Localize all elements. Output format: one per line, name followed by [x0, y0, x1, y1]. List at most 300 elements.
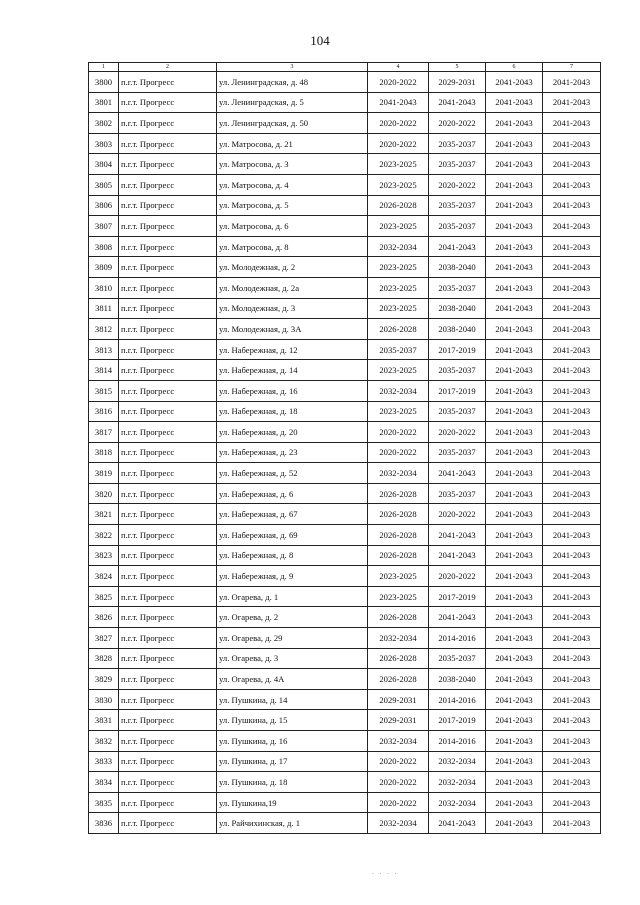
address-cell: ул. Огарева, д. 3 [217, 648, 368, 669]
address-cell: ул. Набережная, д. 18 [217, 401, 368, 422]
settlement-cell: п.г.т. Прогресс [119, 195, 217, 216]
period-col4-cell: 2023-2025 [368, 401, 429, 422]
table-row [89, 195, 601, 216]
settlement-cell: п.г.т. Прогресс [119, 133, 217, 154]
row-number-cell: 3807 [89, 216, 119, 237]
table-row [89, 174, 601, 195]
period-col7-cell: 2041-2043 [543, 339, 601, 360]
table-row [89, 731, 601, 752]
table-row [89, 648, 601, 669]
period-col5-cell: 2041-2043 [429, 813, 486, 834]
period-col7-cell: 2041-2043 [543, 483, 601, 504]
period-col5-cell: 2035-2037 [429, 195, 486, 216]
period-col7-cell: 2041-2043 [543, 710, 601, 731]
period-col7-cell: 2041-2043 [543, 401, 601, 422]
period-col5-cell: 2017-2019 [429, 586, 486, 607]
period-col5-cell: 2035-2037 [429, 216, 486, 237]
period-col4-cell: 2020-2022 [368, 113, 429, 134]
period-col5-cell: 2014-2016 [429, 628, 486, 649]
period-col6-cell: 2041-2043 [486, 813, 543, 834]
period-col6-cell: 2041-2043 [486, 195, 543, 216]
column-number-header-row [89, 63, 601, 72]
period-col4-cell: 2026-2028 [368, 319, 429, 340]
address-cell: ул. Молодежная, д. 2а [217, 277, 368, 298]
period-col6-cell: 2041-2043 [486, 772, 543, 793]
period-col7-cell: 2041-2043 [543, 751, 601, 772]
period-col7-cell: 2041-2043 [543, 360, 601, 381]
address-cell: ул. Пушкина, д. 14 [217, 689, 368, 710]
settlement-cell: п.г.т. Прогресс [119, 566, 217, 587]
period-col7-cell: 2041-2043 [543, 92, 601, 113]
period-col5-cell: 2035-2037 [429, 133, 486, 154]
table-row [89, 689, 601, 710]
table-row [89, 216, 601, 237]
table-row [89, 92, 601, 113]
table-row [89, 586, 601, 607]
column-number: 3 [217, 63, 368, 72]
address-cell: ул. Матросова, д. 6 [217, 216, 368, 237]
period-col4-cell: 2023-2025 [368, 586, 429, 607]
period-col6-cell: 2041-2043 [486, 339, 543, 360]
period-col4-cell: 2026-2028 [368, 483, 429, 504]
settlement-cell: п.г.т. Прогресс [119, 792, 217, 813]
settlement-cell: п.г.т. Прогресс [119, 154, 217, 175]
table-row [89, 339, 601, 360]
period-col5-cell: 2020-2022 [429, 422, 486, 443]
settlement-cell: п.г.т. Прогресс [119, 751, 217, 772]
address-cell: ул. Ленинградская, д. 5 [217, 92, 368, 113]
period-col7-cell: 2041-2043 [543, 607, 601, 628]
row-number-cell: 3834 [89, 772, 119, 793]
row-number-cell: 3802 [89, 113, 119, 134]
period-col4-cell: 2026-2028 [368, 195, 429, 216]
page-number: 104 [310, 33, 330, 48]
settlement-cell: п.г.т. Прогресс [119, 422, 217, 443]
period-col4-cell: 2032-2034 [368, 236, 429, 257]
settlement-cell: п.г.т. Прогресс [119, 442, 217, 463]
address-cell: ул. Набережная, д. 69 [217, 525, 368, 546]
period-col4-cell: 2026-2028 [368, 648, 429, 669]
period-col7-cell: 2041-2043 [543, 319, 601, 340]
period-col6-cell: 2041-2043 [486, 628, 543, 649]
period-col5-cell: 2038-2040 [429, 298, 486, 319]
period-col4-cell: 2032-2034 [368, 628, 429, 649]
period-col4-cell: 2032-2034 [368, 463, 429, 484]
table-row [89, 401, 601, 422]
period-col4-cell: 2020-2022 [368, 792, 429, 813]
period-col4-cell: 2020-2022 [368, 772, 429, 793]
settlement-cell: п.г.т. Прогресс [119, 607, 217, 628]
settlement-cell: п.г.т. Прогресс [119, 277, 217, 298]
period-col5-cell: 2014-2016 [429, 689, 486, 710]
row-number-cell: 3835 [89, 792, 119, 813]
period-col7-cell: 2041-2043 [543, 772, 601, 793]
period-col5-cell: 2029-2031 [429, 72, 486, 93]
table-row [89, 360, 601, 381]
period-col4-cell: 2020-2022 [368, 422, 429, 443]
period-col4-cell: 2023-2025 [368, 216, 429, 237]
address-cell: ул. Огарева, д. 4А [217, 669, 368, 690]
table-row [89, 710, 601, 731]
settlement-cell: п.г.т. Прогресс [119, 380, 217, 401]
period-col7-cell: 2041-2043 [543, 525, 601, 546]
period-col6-cell: 2041-2043 [486, 792, 543, 813]
settlement-cell: п.г.т. Прогресс [119, 216, 217, 237]
table-row [89, 463, 601, 484]
period-col6-cell: 2041-2043 [486, 586, 543, 607]
address-cell: ул. Молодежная, д. 2 [217, 257, 368, 278]
period-col4-cell: 2026-2028 [368, 669, 429, 690]
row-number-cell: 3813 [89, 339, 119, 360]
address-cell: ул. Набережная, д. 23 [217, 442, 368, 463]
period-col4-cell: 2023-2025 [368, 360, 429, 381]
address-cell: ул. Набережная, д. 8 [217, 545, 368, 566]
period-col7-cell: 2041-2043 [543, 669, 601, 690]
row-number-cell: 3817 [89, 422, 119, 443]
address-cell: ул. Матросова, д. 3 [217, 154, 368, 175]
row-number-cell: 3810 [89, 277, 119, 298]
row-number-cell: 3833 [89, 751, 119, 772]
period-col7-cell: 2041-2043 [543, 463, 601, 484]
table-row [89, 422, 601, 443]
table-row [89, 628, 601, 649]
period-col6-cell: 2041-2043 [486, 525, 543, 546]
period-col7-cell: 2041-2043 [543, 442, 601, 463]
period-col7-cell: 2041-2043 [543, 648, 601, 669]
settlement-cell: п.г.т. Прогресс [119, 504, 217, 525]
period-col6-cell: 2041-2043 [486, 257, 543, 278]
column-number: 7 [543, 63, 601, 72]
period-col6-cell: 2041-2043 [486, 463, 543, 484]
table-row [89, 483, 601, 504]
row-number-cell: 3819 [89, 463, 119, 484]
period-col5-cell: 2041-2043 [429, 236, 486, 257]
row-number-cell: 3828 [89, 648, 119, 669]
period-col6-cell: 2041-2043 [486, 422, 543, 443]
row-number-cell: 3831 [89, 710, 119, 731]
period-col5-cell: 2041-2043 [429, 92, 486, 113]
period-col6-cell: 2041-2043 [486, 731, 543, 752]
address-cell: ул. Набережная, д. 12 [217, 339, 368, 360]
period-col4-cell: 2023-2025 [368, 277, 429, 298]
row-number-cell: 3826 [89, 607, 119, 628]
period-col4-cell: 2023-2025 [368, 174, 429, 195]
settlement-cell: п.г.т. Прогресс [119, 586, 217, 607]
table-row [89, 751, 601, 772]
settlement-cell: п.г.т. Прогресс [119, 689, 217, 710]
period-col5-cell: 2014-2016 [429, 731, 486, 752]
period-col4-cell: 2020-2022 [368, 442, 429, 463]
row-number-cell: 3803 [89, 133, 119, 154]
table-row [89, 772, 601, 793]
row-number-cell: 3816 [89, 401, 119, 422]
period-col5-cell: 2032-2034 [429, 792, 486, 813]
period-col6-cell: 2041-2043 [486, 483, 543, 504]
row-number-cell: 3836 [89, 813, 119, 834]
period-col6-cell: 2041-2043 [486, 545, 543, 566]
row-number-cell: 3823 [89, 545, 119, 566]
housing-schedule-table [88, 62, 601, 834]
period-col5-cell: 2035-2037 [429, 401, 486, 422]
table-row [89, 566, 601, 587]
period-col7-cell: 2041-2043 [543, 504, 601, 525]
row-number-cell: 3829 [89, 669, 119, 690]
period-col6-cell: 2041-2043 [486, 689, 543, 710]
row-number-cell: 3827 [89, 628, 119, 649]
period-col4-cell: 2023-2025 [368, 566, 429, 587]
period-col4-cell: 2020-2022 [368, 72, 429, 93]
period-col5-cell: 2035-2037 [429, 442, 486, 463]
period-col7-cell: 2041-2043 [543, 257, 601, 278]
settlement-cell: п.г.т. Прогресс [119, 669, 217, 690]
column-number: 5 [429, 63, 486, 72]
address-cell: ул. Ленинградская, д. 48 [217, 72, 368, 93]
table-body [89, 63, 601, 834]
column-number: 1 [89, 63, 119, 72]
table-row [89, 72, 601, 93]
settlement-cell: п.г.т. Прогресс [119, 298, 217, 319]
footer-marks: . . . . [372, 868, 399, 876]
period-col7-cell: 2041-2043 [543, 216, 601, 237]
table-row [89, 154, 601, 175]
row-number-cell: 3821 [89, 504, 119, 525]
row-number-cell: 3822 [89, 525, 119, 546]
table-row [89, 525, 601, 546]
period-col6-cell: 2041-2043 [486, 401, 543, 422]
settlement-cell: п.г.т. Прогресс [119, 174, 217, 195]
period-col5-cell: 2032-2034 [429, 772, 486, 793]
table-row [89, 380, 601, 401]
period-col6-cell: 2041-2043 [486, 277, 543, 298]
settlement-cell: п.г.т. Прогресс [119, 236, 217, 257]
period-col5-cell: 2038-2040 [429, 257, 486, 278]
address-cell: ул. Ленинградская, д. 50 [217, 113, 368, 134]
row-number-cell: 3815 [89, 380, 119, 401]
period-col6-cell: 2041-2043 [486, 236, 543, 257]
settlement-cell: п.г.т. Прогресс [119, 401, 217, 422]
period-col7-cell: 2041-2043 [543, 133, 601, 154]
address-cell: ул. Огарева, д. 1 [217, 586, 368, 607]
period-col7-cell: 2041-2043 [543, 628, 601, 649]
row-number-cell: 3809 [89, 257, 119, 278]
address-cell: ул. Набережная, д. 52 [217, 463, 368, 484]
period-col7-cell: 2041-2043 [543, 277, 601, 298]
period-col6-cell: 2041-2043 [486, 648, 543, 669]
row-number-cell: 3832 [89, 731, 119, 752]
period-col7-cell: 2041-2043 [543, 195, 601, 216]
row-number-cell: 3825 [89, 586, 119, 607]
period-col5-cell: 2041-2043 [429, 463, 486, 484]
table-row [89, 298, 601, 319]
row-number-cell: 3814 [89, 360, 119, 381]
table-row [89, 442, 601, 463]
period-col5-cell: 2032-2034 [429, 751, 486, 772]
period-col7-cell: 2041-2043 [543, 298, 601, 319]
address-cell: ул. Набережная, д. 9 [217, 566, 368, 587]
period-col7-cell: 2041-2043 [543, 813, 601, 834]
address-cell: ул. Огарева, д. 2 [217, 607, 368, 628]
period-col7-cell: 2041-2043 [543, 792, 601, 813]
row-number-cell: 3806 [89, 195, 119, 216]
period-col6-cell: 2041-2043 [486, 319, 543, 340]
period-col7-cell: 2041-2043 [543, 236, 601, 257]
period-col4-cell: 2026-2028 [368, 545, 429, 566]
table-row [89, 792, 601, 813]
period-col5-cell: 2020-2022 [429, 174, 486, 195]
period-col5-cell: 2041-2043 [429, 525, 486, 546]
period-col6-cell: 2041-2043 [486, 92, 543, 113]
period-col6-cell: 2041-2043 [486, 504, 543, 525]
address-cell: ул. Матросова, д. 21 [217, 133, 368, 154]
period-col7-cell: 2041-2043 [543, 72, 601, 93]
period-col6-cell: 2041-2043 [486, 133, 543, 154]
period-col7-cell: 2041-2043 [543, 545, 601, 566]
period-col6-cell: 2041-2043 [486, 380, 543, 401]
period-col5-cell: 2017-2019 [429, 339, 486, 360]
address-cell: ул. Пушкина,19 [217, 792, 368, 813]
table-row [89, 669, 601, 690]
table-row [89, 607, 601, 628]
period-col6-cell: 2041-2043 [486, 113, 543, 134]
period-col4-cell: 2023-2025 [368, 257, 429, 278]
address-cell: ул. Матросова, д. 8 [217, 236, 368, 257]
settlement-cell: п.г.т. Прогресс [119, 113, 217, 134]
row-number-cell: 3808 [89, 236, 119, 257]
period-col4-cell: 2026-2028 [368, 525, 429, 546]
settlement-cell: п.г.т. Прогресс [119, 92, 217, 113]
table-row [89, 257, 601, 278]
period-col4-cell: 2023-2025 [368, 154, 429, 175]
address-cell: ул. Молодежная, д. 3А [217, 319, 368, 340]
table-row [89, 545, 601, 566]
period-col5-cell: 2038-2040 [429, 669, 486, 690]
period-col5-cell: 2041-2043 [429, 545, 486, 566]
table-row [89, 319, 601, 340]
settlement-cell: п.г.т. Прогресс [119, 72, 217, 93]
row-number-cell: 3811 [89, 298, 119, 319]
period-col6-cell: 2041-2043 [486, 710, 543, 731]
settlement-cell: п.г.т. Прогресс [119, 525, 217, 546]
period-col4-cell: 2023-2025 [368, 298, 429, 319]
period-col6-cell: 2041-2043 [486, 298, 543, 319]
period-col6-cell: 2041-2043 [486, 669, 543, 690]
settlement-cell: п.г.т. Прогресс [119, 710, 217, 731]
period-col7-cell: 2041-2043 [543, 380, 601, 401]
period-col5-cell: 2035-2037 [429, 483, 486, 504]
settlement-cell: п.г.т. Прогресс [119, 731, 217, 752]
period-col4-cell: 2020-2022 [368, 133, 429, 154]
period-col5-cell: 2020-2022 [429, 113, 486, 134]
period-col4-cell: 2029-2031 [368, 710, 429, 731]
table-row [89, 277, 601, 298]
settlement-cell: п.г.т. Прогресс [119, 319, 217, 340]
settlement-cell: п.г.т. Прогресс [119, 483, 217, 504]
address-cell: ул. Пушкина, д. 18 [217, 772, 368, 793]
period-col6-cell: 2041-2043 [486, 751, 543, 772]
period-col7-cell: 2041-2043 [543, 566, 601, 587]
settlement-cell: п.г.т. Прогресс [119, 339, 217, 360]
address-cell: ул. Пушкина, д. 15 [217, 710, 368, 731]
row-number-cell: 3800 [89, 72, 119, 93]
period-col4-cell: 2032-2034 [368, 380, 429, 401]
period-col5-cell: 2017-2019 [429, 380, 486, 401]
row-number-cell: 3805 [89, 174, 119, 195]
period-col5-cell: 2035-2037 [429, 154, 486, 175]
period-col4-cell: 2032-2034 [368, 731, 429, 752]
address-cell: ул. Набережная, д. 67 [217, 504, 368, 525]
settlement-cell: п.г.т. Прогресс [119, 257, 217, 278]
period-col6-cell: 2041-2043 [486, 174, 543, 195]
row-number-cell: 3818 [89, 442, 119, 463]
period-col7-cell: 2041-2043 [543, 586, 601, 607]
settlement-cell: п.г.т. Прогресс [119, 463, 217, 484]
settlement-cell: п.г.т. Прогресс [119, 813, 217, 834]
settlement-cell: п.г.т. Прогресс [119, 360, 217, 381]
period-col5-cell: 2035-2037 [429, 277, 486, 298]
address-cell: ул. Набережная, д. 6 [217, 483, 368, 504]
period-col5-cell: 2038-2040 [429, 319, 486, 340]
table-row [89, 504, 601, 525]
period-col5-cell: 2035-2037 [429, 648, 486, 669]
period-col6-cell: 2041-2043 [486, 154, 543, 175]
address-cell: ул. Матросова, д. 5 [217, 195, 368, 216]
period-col5-cell: 2017-2019 [429, 710, 486, 731]
period-col7-cell: 2041-2043 [543, 731, 601, 752]
period-col7-cell: 2041-2043 [543, 174, 601, 195]
period-col4-cell: 2020-2022 [368, 751, 429, 772]
period-col5-cell: 2041-2043 [429, 607, 486, 628]
settlement-cell: п.г.т. Прогресс [119, 545, 217, 566]
settlement-cell: п.г.т. Прогресс [119, 628, 217, 649]
period-col7-cell: 2041-2043 [543, 422, 601, 443]
period-col4-cell: 2026-2028 [368, 504, 429, 525]
period-col6-cell: 2041-2043 [486, 607, 543, 628]
row-number-cell: 3830 [89, 689, 119, 710]
table-row [89, 113, 601, 134]
row-number-cell: 3824 [89, 566, 119, 587]
period-col6-cell: 2041-2043 [486, 72, 543, 93]
row-number-cell: 3804 [89, 154, 119, 175]
address-cell: ул. Матросова, д. 4 [217, 174, 368, 195]
period-col5-cell: 2020-2022 [429, 504, 486, 525]
table-row [89, 236, 601, 257]
table-row [89, 133, 601, 154]
column-number: 2 [119, 63, 217, 72]
period-col6-cell: 2041-2043 [486, 566, 543, 587]
period-col6-cell: 2041-2043 [486, 216, 543, 237]
settlement-cell: п.г.т. Прогресс [119, 772, 217, 793]
period-col7-cell: 2041-2043 [543, 689, 601, 710]
address-cell: ул. Пушкина, д. 17 [217, 751, 368, 772]
address-cell: ул. Молодежная, д. 3 [217, 298, 368, 319]
period-col4-cell: 2041-2043 [368, 92, 429, 113]
settlement-cell: п.г.т. Прогресс [119, 648, 217, 669]
table-row [89, 813, 601, 834]
address-cell: ул. Огарева, д. 29 [217, 628, 368, 649]
period-col5-cell: 2035-2037 [429, 360, 486, 381]
period-col4-cell: 2032-2034 [368, 813, 429, 834]
period-col4-cell: 2029-2031 [368, 689, 429, 710]
row-number-cell: 3812 [89, 319, 119, 340]
period-col6-cell: 2041-2043 [486, 360, 543, 381]
address-cell: ул. Набережная, д. 14 [217, 360, 368, 381]
period-col7-cell: 2041-2043 [543, 113, 601, 134]
row-number-cell: 3801 [89, 92, 119, 113]
column-number: 4 [368, 63, 429, 72]
period-col4-cell: 2035-2037 [368, 339, 429, 360]
column-number: 6 [486, 63, 543, 72]
address-cell: ул. Набережная, д. 20 [217, 422, 368, 443]
